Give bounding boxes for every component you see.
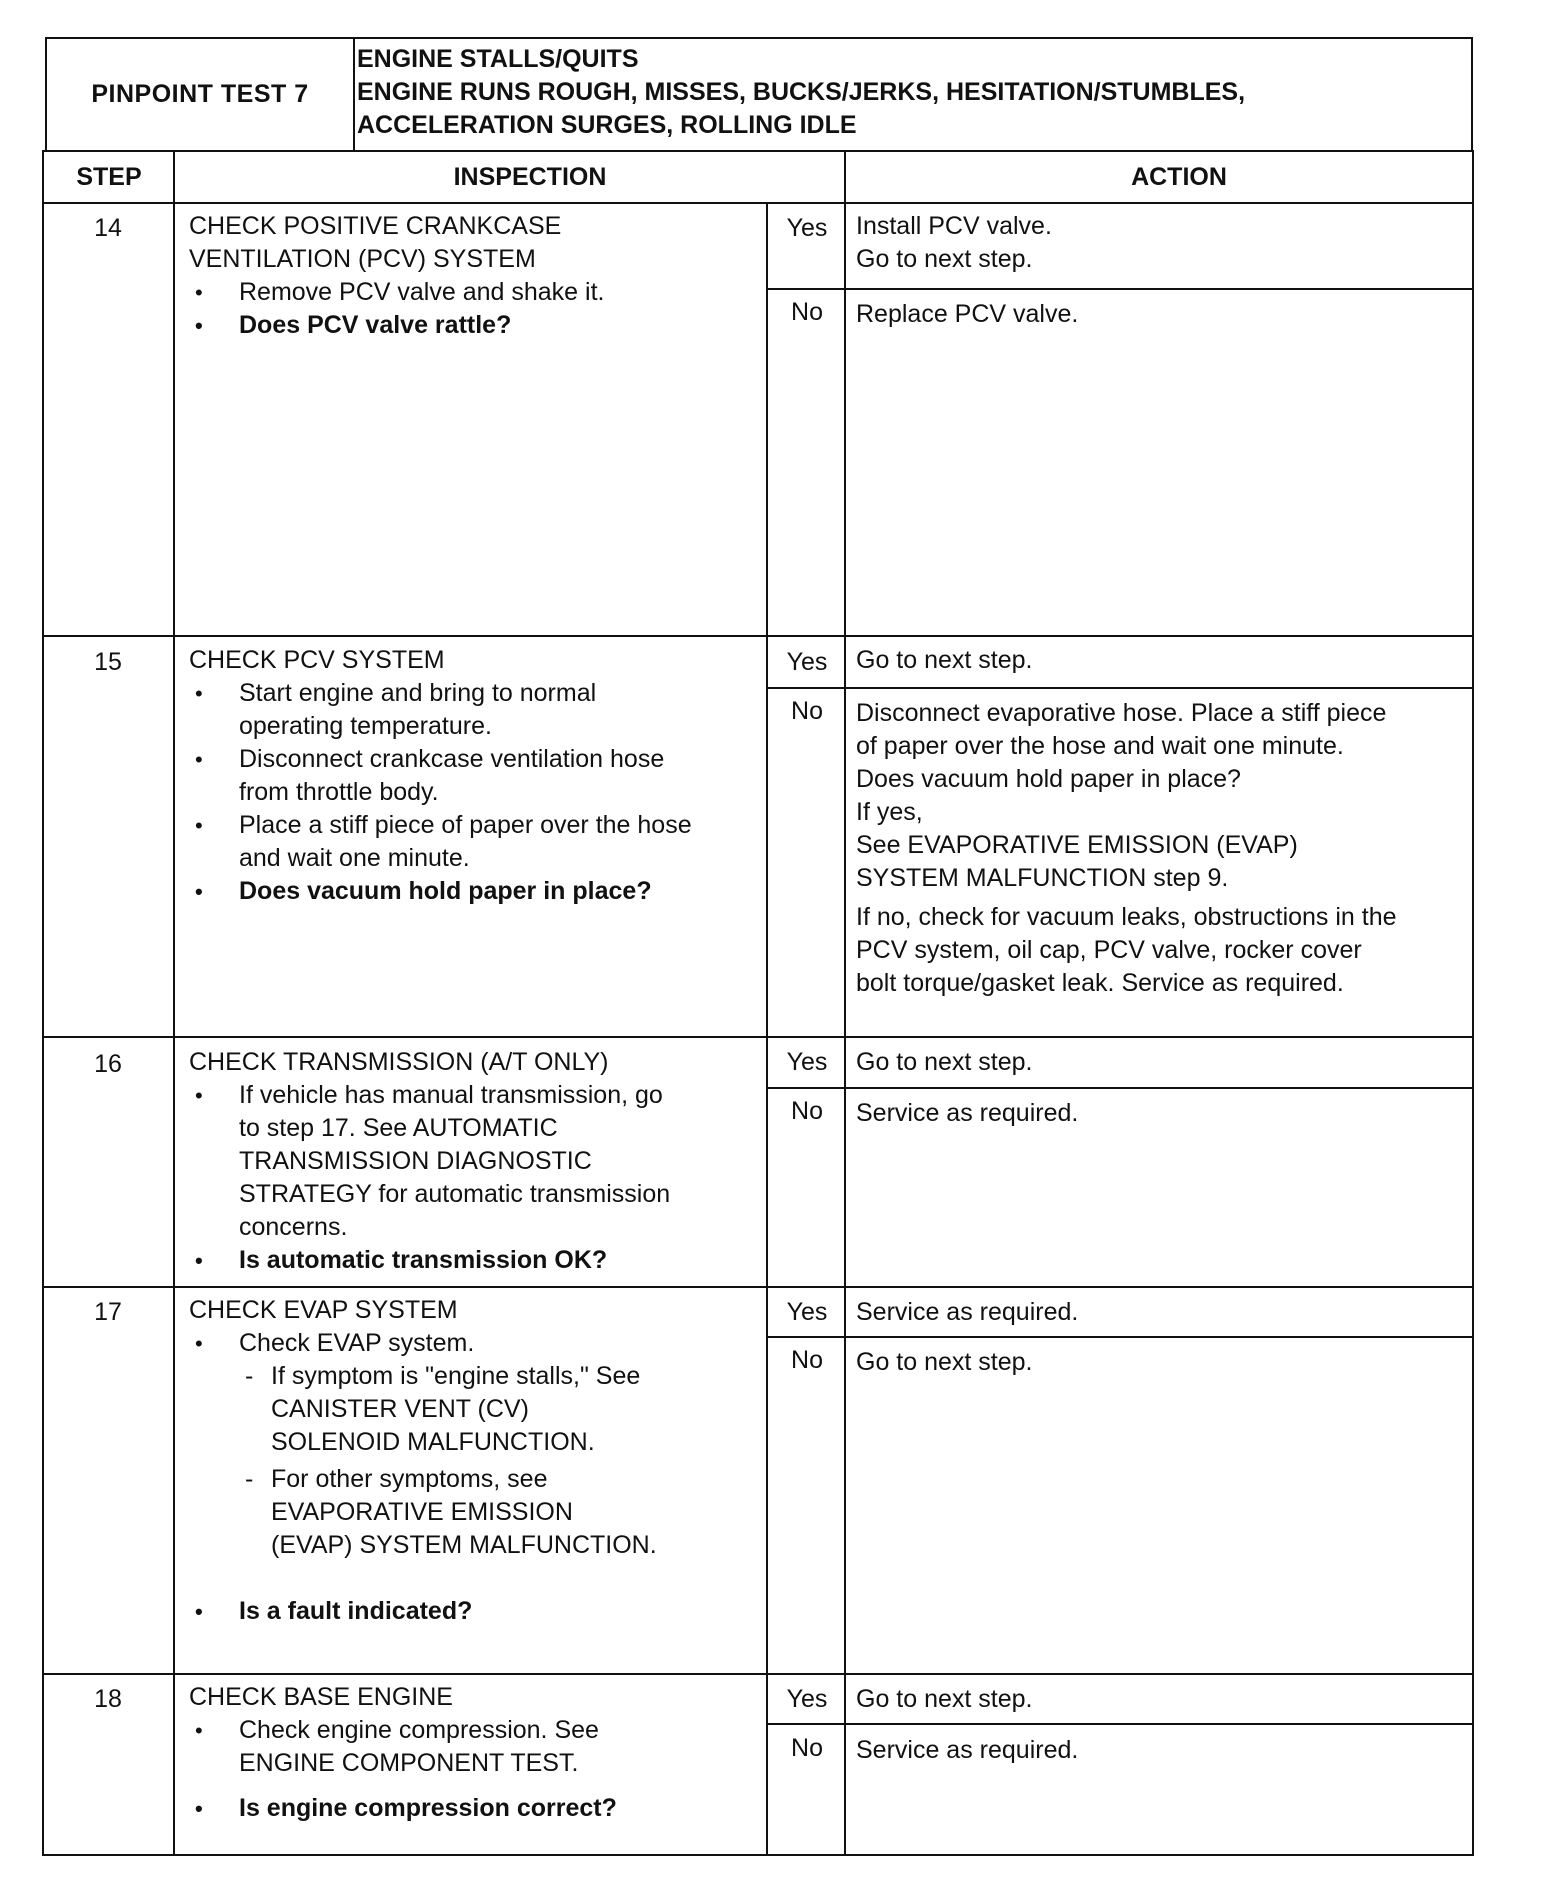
inspection-bullet: • Disconnect crankcase ventilation hose from throttle body. bbox=[189, 743, 779, 809]
step-title: CHECK TRANSMISSION (A/T ONLY) bbox=[189, 1048, 609, 1076]
action-column-divider bbox=[844, 152, 846, 1854]
step-inspection bbox=[189, 210, 779, 342]
step-inspection bbox=[189, 1681, 779, 1825]
yes-action: Go to next step. bbox=[856, 1685, 1033, 1713]
step-inspection bbox=[189, 1046, 779, 1277]
no-action: Go to next step. bbox=[856, 1348, 1033, 1376]
column-header-step: STEP bbox=[44, 152, 174, 204]
row-divider bbox=[44, 635, 1472, 637]
inspection-bullet: • If vehicle has manual transmission, go to step 17. See AUTOMATIC TRANSMISSION DIAGNOSTIC STRATEGY for automatic transmission concerns. bbox=[189, 1079, 779, 1244]
step-column-divider bbox=[173, 152, 175, 1854]
no-label: No bbox=[791, 1097, 823, 1125]
step-title: CHECK BASE ENGINE bbox=[189, 1683, 453, 1711]
inspection-subitem: - For other symptoms, see EVAPORATIVE EMISSION (EVAP) SYSTEM MALFUNCTION. bbox=[189, 1463, 779, 1562]
no-label: No bbox=[791, 1734, 823, 1762]
step-title: CHECK POSITIVE CRANKCASE bbox=[189, 212, 562, 240]
yes-no-divider bbox=[766, 1723, 1472, 1725]
step-inspection bbox=[189, 1294, 779, 1628]
row-divider bbox=[44, 1036, 1472, 1038]
step-title: VENTILATION (PCV) SYSTEM bbox=[189, 245, 536, 273]
yes-label: Yes bbox=[786, 1685, 828, 1713]
inspection-bullet: • Place a stiff piece of paper over the hose and wait one minute. bbox=[189, 809, 779, 875]
yes-action: Install PCV valve. Go to next step. bbox=[856, 212, 1052, 273]
row-divider bbox=[44, 1286, 1472, 1288]
row-divider bbox=[44, 1673, 1472, 1675]
step-inspection bbox=[189, 644, 779, 908]
step-number: 15 bbox=[94, 648, 122, 676]
diagnostic-table bbox=[42, 150, 1474, 1856]
step-title: CHECK PCV SYSTEM bbox=[189, 646, 445, 674]
yes-action: Go to next step. bbox=[856, 646, 1033, 674]
pinpoint-test-header bbox=[45, 37, 1473, 152]
yes-label: Yes bbox=[786, 1048, 828, 1076]
inspection-question: • Is engine compression correct? bbox=[189, 1792, 779, 1825]
inspection-bullet: • Check EVAP system. bbox=[189, 1327, 779, 1360]
yes-label: Yes bbox=[786, 214, 828, 242]
inspection-bullet: • Start engine and bring to normal operating temperature. bbox=[189, 677, 779, 743]
step-number: 14 bbox=[94, 214, 122, 242]
symptom-line: ACCELERATION SURGES, ROLLING IDLE bbox=[357, 111, 857, 139]
symptom-list bbox=[357, 43, 1463, 142]
yes-no-divider bbox=[766, 1087, 1472, 1089]
yes-label: Yes bbox=[786, 1298, 828, 1326]
yes-action: Service as required. bbox=[856, 1298, 1079, 1326]
yes-no-divider bbox=[766, 1336, 1472, 1338]
inspection-question: • Does PCV valve rattle? bbox=[189, 309, 779, 342]
no-action: Replace PCV valve. bbox=[856, 300, 1079, 328]
inspection-bullet: • Remove PCV valve and shake it. bbox=[189, 276, 779, 309]
column-header-action: ACTION bbox=[886, 152, 1472, 204]
symptom-line: ENGINE RUNS ROUGH, MISSES, BUCKS/JERKS, HESITATION/STUMBLES, bbox=[357, 78, 1246, 106]
inspection-question: • Is automatic transmission OK? bbox=[189, 1244, 779, 1277]
yes-action: Go to next step. bbox=[856, 1048, 1033, 1076]
no-action: Service as required. bbox=[856, 1736, 1079, 1764]
test-label: PINPOINT TEST 7 bbox=[47, 39, 355, 150]
no-label: No bbox=[791, 298, 823, 326]
symptom-line: ENGINE STALLS/QUITS bbox=[357, 45, 639, 73]
step-number: 18 bbox=[94, 1685, 122, 1713]
inspection-question: • Does vacuum hold paper in place? bbox=[189, 875, 779, 908]
yes-no-divider bbox=[766, 288, 1472, 290]
no-label: No bbox=[791, 697, 823, 725]
step-number: 16 bbox=[94, 1050, 122, 1078]
step-number: 17 bbox=[94, 1298, 122, 1326]
yes-label: Yes bbox=[786, 648, 828, 676]
inspection-question: • Is a fault indicated? bbox=[189, 1595, 779, 1628]
inspection-subitem: - If symptom is "engine stalls," See CANISTER VENT (CV) SOLENOID MALFUNCTION. bbox=[189, 1360, 779, 1459]
step-title: CHECK EVAP SYSTEM bbox=[189, 1296, 458, 1324]
no-action: Disconnect evaporative hose. Place a stiff piece of paper over the hose and wait one minute. Does vacuum hold paper in place? If yes, See EVAPORATIVE EMISSION (EVAP) SYSTEM MALFUNCTION step 9. If no, check for vacuum leaks, obstructions in the PCV system, oil cap, PCV valve, rocker cover bolt torque/gasket leak. Service as required. bbox=[856, 699, 1397, 997]
yes-no-divider bbox=[766, 687, 1472, 689]
column-header-inspection: INSPECTION bbox=[174, 152, 886, 204]
inspection-bullet: • Check engine compression. See ENGINE COMPONENT TEST. bbox=[189, 1714, 779, 1780]
no-action: Service as required. bbox=[856, 1099, 1079, 1127]
no-label: No bbox=[791, 1346, 823, 1374]
